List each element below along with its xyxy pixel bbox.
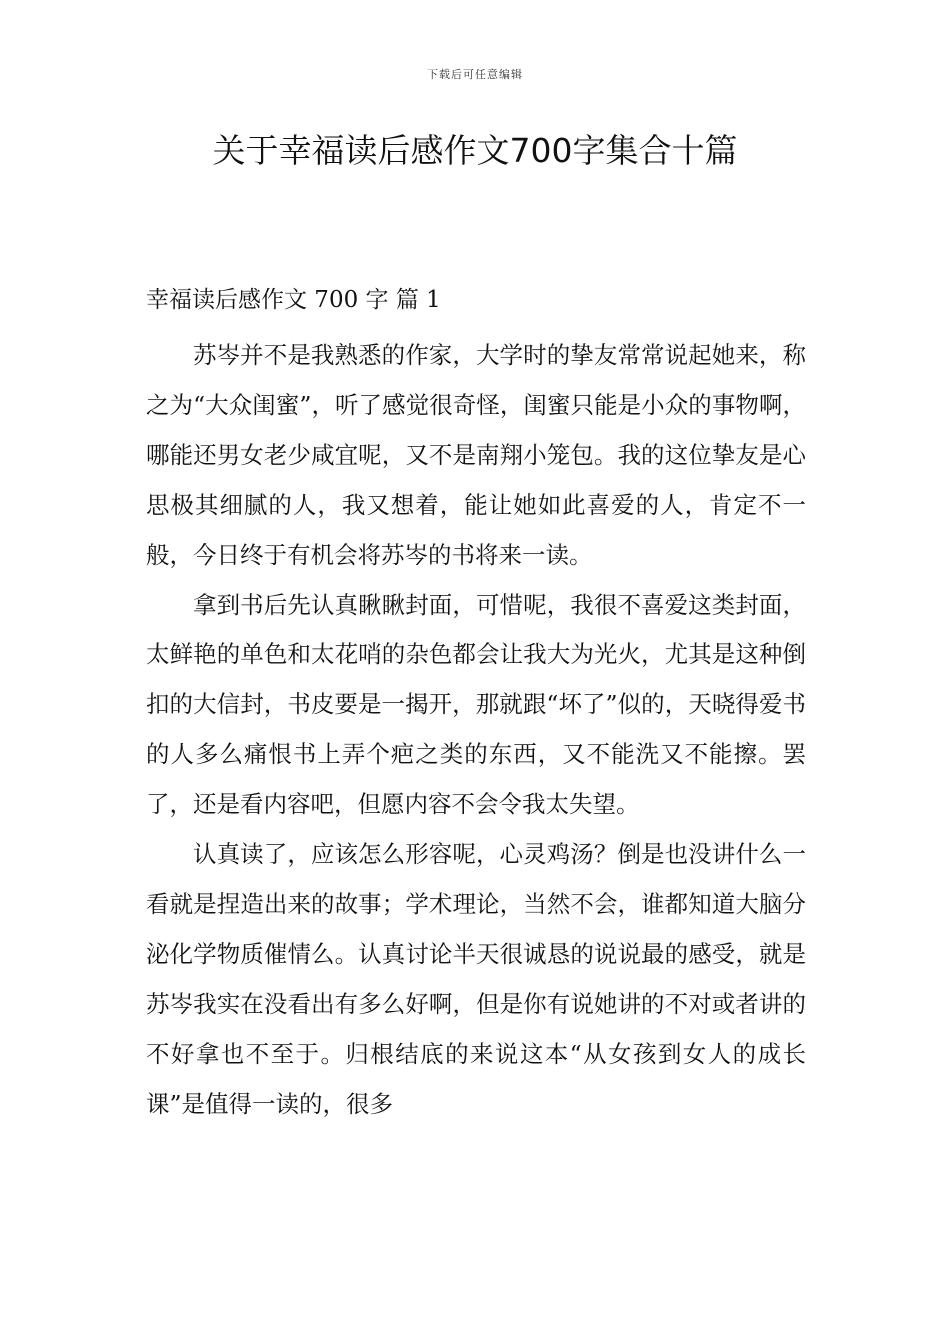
header-note: 下载后可任意编辑 bbox=[427, 68, 523, 81]
paragraph-2: 拿到书后先认真瞅瞅封面，可惜呢，我很不喜爱这类封面，太鲜艳的单色和太花哨的杂色都会让我大为光火，尤其是这种倒扣的大信封，书皮要是一揭开，那就跟“坏了”似的，天晓得爱书的人多么痛恨书上弄个疤之类的东西，又不能洗又不能擦。罢了，还是看内容吧，但愿内容不会令我太失望。 bbox=[146, 590, 806, 819]
paragraph-3: 认真读了，应该怎么形容呢，心灵鸡汤？倒是也没讲什么一看就是捏造出来的故事；学术理论，当然不会，谁都知道大脑分泌化学物质催情么。认真讨论半天很诚恳的说说最的感受，就是苏岑我实在没看出有多么好啊，但是你有说她讲的不对或者讲的不好拿也不至于。归根结底的来说这本“从女孩到女人的成长课”是值得一读的，很多 bbox=[146, 840, 806, 1118]
section-heading: 幸福读后感作文 700 字 篇 1 bbox=[146, 287, 441, 313]
document-title: 关于幸福读后感作文700字集合十篇 bbox=[212, 131, 738, 170]
body-content bbox=[146, 331, 806, 1130]
paragraph-1: 苏岑并不是我熟悉的作家，大学时的挚友常常说起她来，称之为“大众闺蜜”，听了感觉很奇怪，闺蜜只能是小众的事物啊，哪能还男女老少咸宜呢，又不是南翔小笼包。我的这位挚友是心思极其细腻的人，我又想着，能让她如此喜爱的人，肯定不一般，今日终于有机会将苏岑的书将来一读。 bbox=[146, 341, 806, 569]
